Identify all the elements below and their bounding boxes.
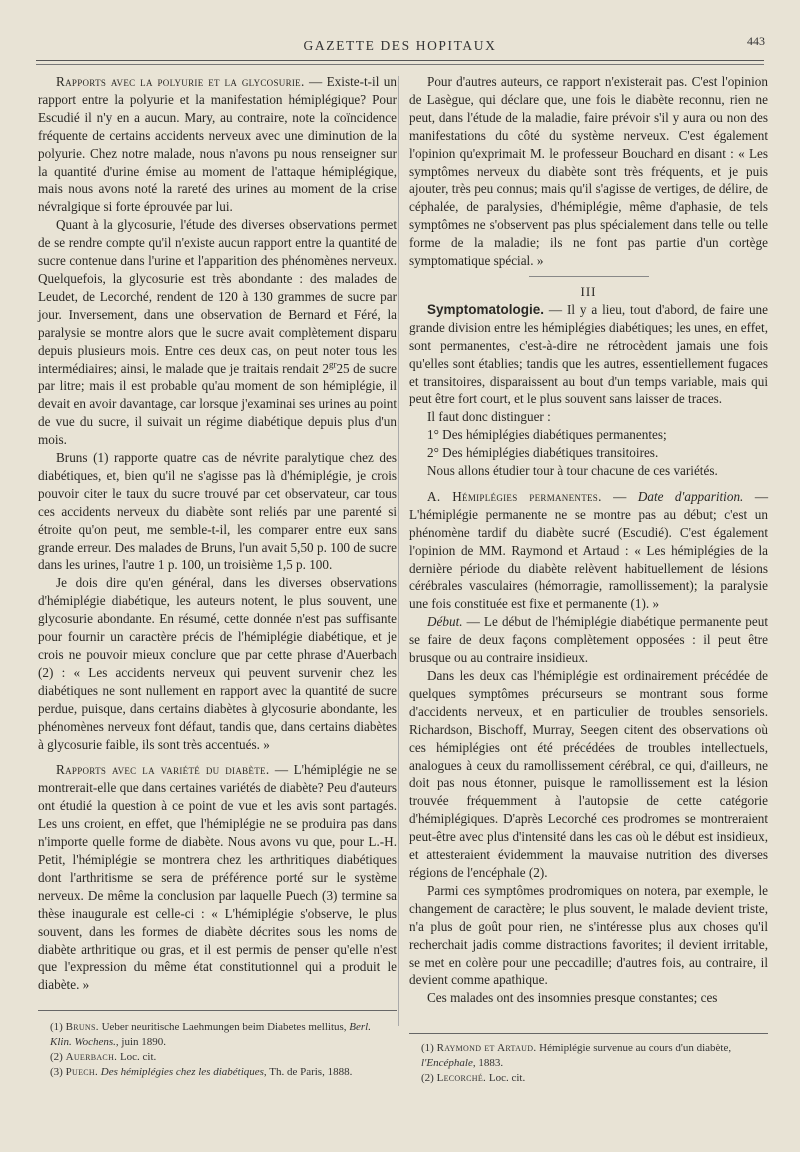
paragraph: [409, 301, 768, 408]
footnote: (1) Raymond et Artaud. Hémiplégie survenue au cours d'un diabète, l'Encéphale, 1883.: [421, 1042, 732, 1069]
paragraph: Ces malades ont des insomnies presque constantes; ces: [427, 990, 718, 1006]
section-heading: Rapports avec la polyurie et la glycosurie.: [56, 74, 305, 89]
paragraph-text: — L'hémiplégie permanente ne se montre pas au début; c'est un phénomène tardif du diabète sucré (Escudié). C'est également l'opinion de MM. Raymond et Artaud : « Les hémiplégies de la dernière période du diabète relèvent habituellement de lésions cérébrales vasculaires (hémorragie, ramollissement); la paralysie une fois constituée est fixe et permanente (1). »: [409, 488, 769, 612]
paragraph: [409, 613, 768, 667]
journal-title: GAZETTE DES HOPITAUX: [303, 38, 497, 53]
paragraph: Dans les deux cas l'hémiplégie est ordinairement précédée de quelques symptômes précurseurs se montrant sous forme d'accidents nerveux, et en particulier de troubles sensoriels. Richardson, Bischoff, Murray, Seegen citent des observations où ces hémiplégies ont été précédées de troubles intellectuels, analogues à ceux du ramollissement cérébral, ce qui, d'ailleurs, ne doit pas nous étonner, puisque le ramollissement est la lésion trouvée fréquemment à l'autopsie de cette catégorie d'hémiplégiques. D'après Lecorché ces prodromes se montreraient peut-être avec plus d'intensité dans les cas où le début est insidieux, et attesteraient évidemment la mauvaise nutrition des diverses régions de l'encéphale (2).: [409, 668, 768, 880]
paragraph: [38, 73, 397, 216]
section-heading: Rapports avec la variété du diabète.: [56, 762, 270, 778]
paragraph-text: — Il y a lieu, tout d'abord, de faire une grande division entre les hémiplégies diabétiques; les unes, en effet, sont permanentes, c'est-à-dire ne rétrocèdent jamais une fois qu'elles sont établies; tandis que les autres, essentiellement fugaces et transitoires, disparaissent au bout d'un temps variable, mais qui peut être fort court, et le plus souvent sans laisser de traces.: [409, 301, 768, 407]
footnote-rule: [409, 1033, 768, 1034]
paragraph-text: — Le début de l'hémiplégie diabétique permanente peut se faire de deux façons complètement opposées : il peut être brusque ou au contraire insidieux.: [409, 614, 768, 666]
paragraph: Nous allons étudier tour à tour chacune de ces variétés.: [427, 463, 718, 479]
paragraph: Pour d'autres auteurs, ce rapport n'existerait pas. C'est l'opinion de Lasègue, qui déclare que, une fois le diabète reconnu, rien ne peut, dans l'étude de la maladie, faire prévoir s'il y aura ou non des manifestations du côté du système nerveux. C'est également l'opinion qu'exprimait M. le professeur Bouchard en disant : « Les symptômes nerveux du diabète sont très fréquents, et je puis ajouter, très peu connus; mais qu'il s'agisse de vertiges, de délire, de céphalée, de paralysies, d'hémiplégie, même d'aphasie, de tels symptômes ne s'observent pas plus spécialement dans telle ou telle forme de la maladie; ils ne font pas partie d'un cortège symptomatique spécial. »: [409, 74, 768, 269]
header-rule: [36, 60, 764, 61]
paragraph-text: — Existe-t-il un rapport entre la polyurie et la manifestation hémiplégique? Pour Escudié il n'y en a aucun. Mary, au contraire, note la coïncidence fréquente de certains accidents nerveux avec une diminution de la polyurie. Chez notre malade, nous n'avons pu nous renseigner sur la quantité d'urine émise au moment de l'attaque hémiplégique, mais nous avons noté la rareté des urines au moment de la crise névralgique si forte éprouvée par lui.: [38, 74, 397, 215]
footnotes-right: [421, 1041, 766, 1086]
subheading: Date d'apparition.: [637, 488, 744, 504]
paragraph: Je dois dire qu'en général, dans les diverses observations d'hémiplégie diabétique, les auteurs notent, le plus souvent, une glycosurie abondante. En résumé, cette donnée n'est pas suffisante pour fournir un caractère précis de l'hémiplégie diabétique, et je crois ne pouvoir mieux conclure que par cette phrase d'Auerbach (2) : « Les accidents nerveux qui peuvent survenir chez les diabétiques ne sont nullement en rapport avec la quantité de sucre perdue, puisque, dans certains diabètes à glycosurie abondante, les phénomènes nerveux font défaut, tandis que, dans certains diabètes à glycosurie faible, ils sont très accentués. »: [38, 575, 397, 752]
footnote-rule: [38, 1010, 397, 1011]
list-item: 1° Des hémiplégies diabétiques permanentes;: [427, 427, 667, 443]
left-column: [38, 73, 397, 994]
paragraph: [38, 761, 397, 994]
footnotes-left: [50, 1020, 395, 1080]
paragraph: [38, 216, 397, 449]
subheading: Début.: [427, 614, 463, 630]
header-rule-thin: [36, 64, 764, 65]
right-column: [409, 73, 768, 1007]
footnote: (1) Bruns. Ueber neuritische Laehmungen beim Diabetes mellitus, Berl. Klin. Wochens., juin 1890.: [50, 1021, 371, 1048]
superscript: gr: [328, 359, 337, 370]
list-item: 2° Des hémiplégies diabétiques transitoires.: [427, 445, 659, 461]
footnote: (2) Lecorché. Loc. cit.: [421, 1072, 526, 1084]
column-divider: [398, 76, 399, 1026]
footnote: (2) Auerbach. Loc. cit.: [50, 1051, 157, 1063]
paragraph: A. Hémiplégies permanentes. — Date d'apparition. — L'hémiplégie permanente ne se montre pas au début; c'est un phénomène tardif du diabète sucré (Escudié). C'est également l'opinion de MM. Raymond et Artaud : « Les hémiplégies de la dernière période du diabète relèvent habituellement de lésions cérébrales vasculaires (hémorragie, ramollissement); la paralysie une fois constituée est fixe et permanente (1). »: [409, 488, 769, 612]
paragraph: Il faut donc distinguer :: [427, 409, 551, 425]
page-number: 443: [747, 34, 765, 48]
paragraph-text: — L'hémiplégie ne se montrerait-elle que dans certaines variétés de diabète? Peu d'auteurs ont étudié la question à ce point de vue et les avis sont partagés. Les uns croient, en effet, que l'hémiplégie ne se produira pas dans n'importe quelle forme de diabète. Nous avons vu que, pour L.-H. Petit, l'hémiplégie se montrera chez les arthritiques diabétiques dont l'arthritisme se sera de préférence porté sur le système nerveux. De même la conclusion par laquelle Puech (3) termine sa thèse inaugurale est celle-ci : « L'hémiplégie s'observe, le plus souvent, dans les formes de diabète décrites sous les noms de diabète arthritique ou gras, et il est permis de penser qu'elle n'est que l'expression du même état constitutionnel qui a produit le diabète. »: [38, 762, 398, 993]
section-number: III: [580, 283, 597, 299]
section-heading: Symptomatologie.: [427, 301, 545, 317]
section-heading: A. Hémiplégies permanentes.: [427, 488, 602, 504]
paragraph: Bruns (1) rapporte quatre cas de névrite paralytique chez des diabétiques, et, bien qu'il ne s'agisse pas là d'hémiplégie, je crois pouvoir citer le taux du sucre trouvé par cet observateur, car tous ces accidents nerveux du diabète sont reliés par une parenté si étroite qu'on peut, me semble-t-il, les comparer entre eux sans grande erreur. Des malades de Bruns, l'un avait 5,50 p. 100 de sucre dans les urines, l'autre 1 p. 100, un troisième 1,5 p. 100.: [38, 450, 397, 573]
paragraph-text: 25 de sucre par litre; mais il est probable qu'au moment de son hémiplégie, il devait en avoir davantage, car lorsque j'examinai ses urines au point de vue du sucre, il suivait un régime diabétique depuis plus d'un mois.: [38, 360, 397, 448]
paragraph: Parmi ces symptômes prodromiques on notera, par exemple, le changement de caractère; le plus souvent, le malade devient triste, n'a plus de goût pour rien, ne s'intéresse plus aux choses qu'il recherchait jadis comme distractions favorites; il devient irritable, se met en colère pour une peccadille; d'autres fois, au contraire, il devient comme apathique.: [409, 882, 768, 988]
paragraph-text: Quant à la glycosurie, l'étude des diverses observations permet de se rendre compte qu'il n'existe aucun rapport entre la quantité de sucre contenue dans l'urine et l'apparition des phénomènes nerveux. Quelquefois, la glycosurie est très abondante : des malades de Leudet, de Lecorché, rendent de 120 à 130 grammes de sucre par jour. Inversement, dans une observation de Bernard et Féré, la paralysie se montre alors que le sucre avait complètement disparu depuis plusieurs mois. Entre ces deux cas, on peut noter tous les intermédiaires; ainsi, le malade que je traitais rendait 2: [38, 217, 397, 376]
footnote: (3) Puech. Des hémiplégies chez les diabétiques, Th. de Paris, 1888.: [50, 1066, 353, 1078]
separator-rule: [529, 276, 649, 277]
